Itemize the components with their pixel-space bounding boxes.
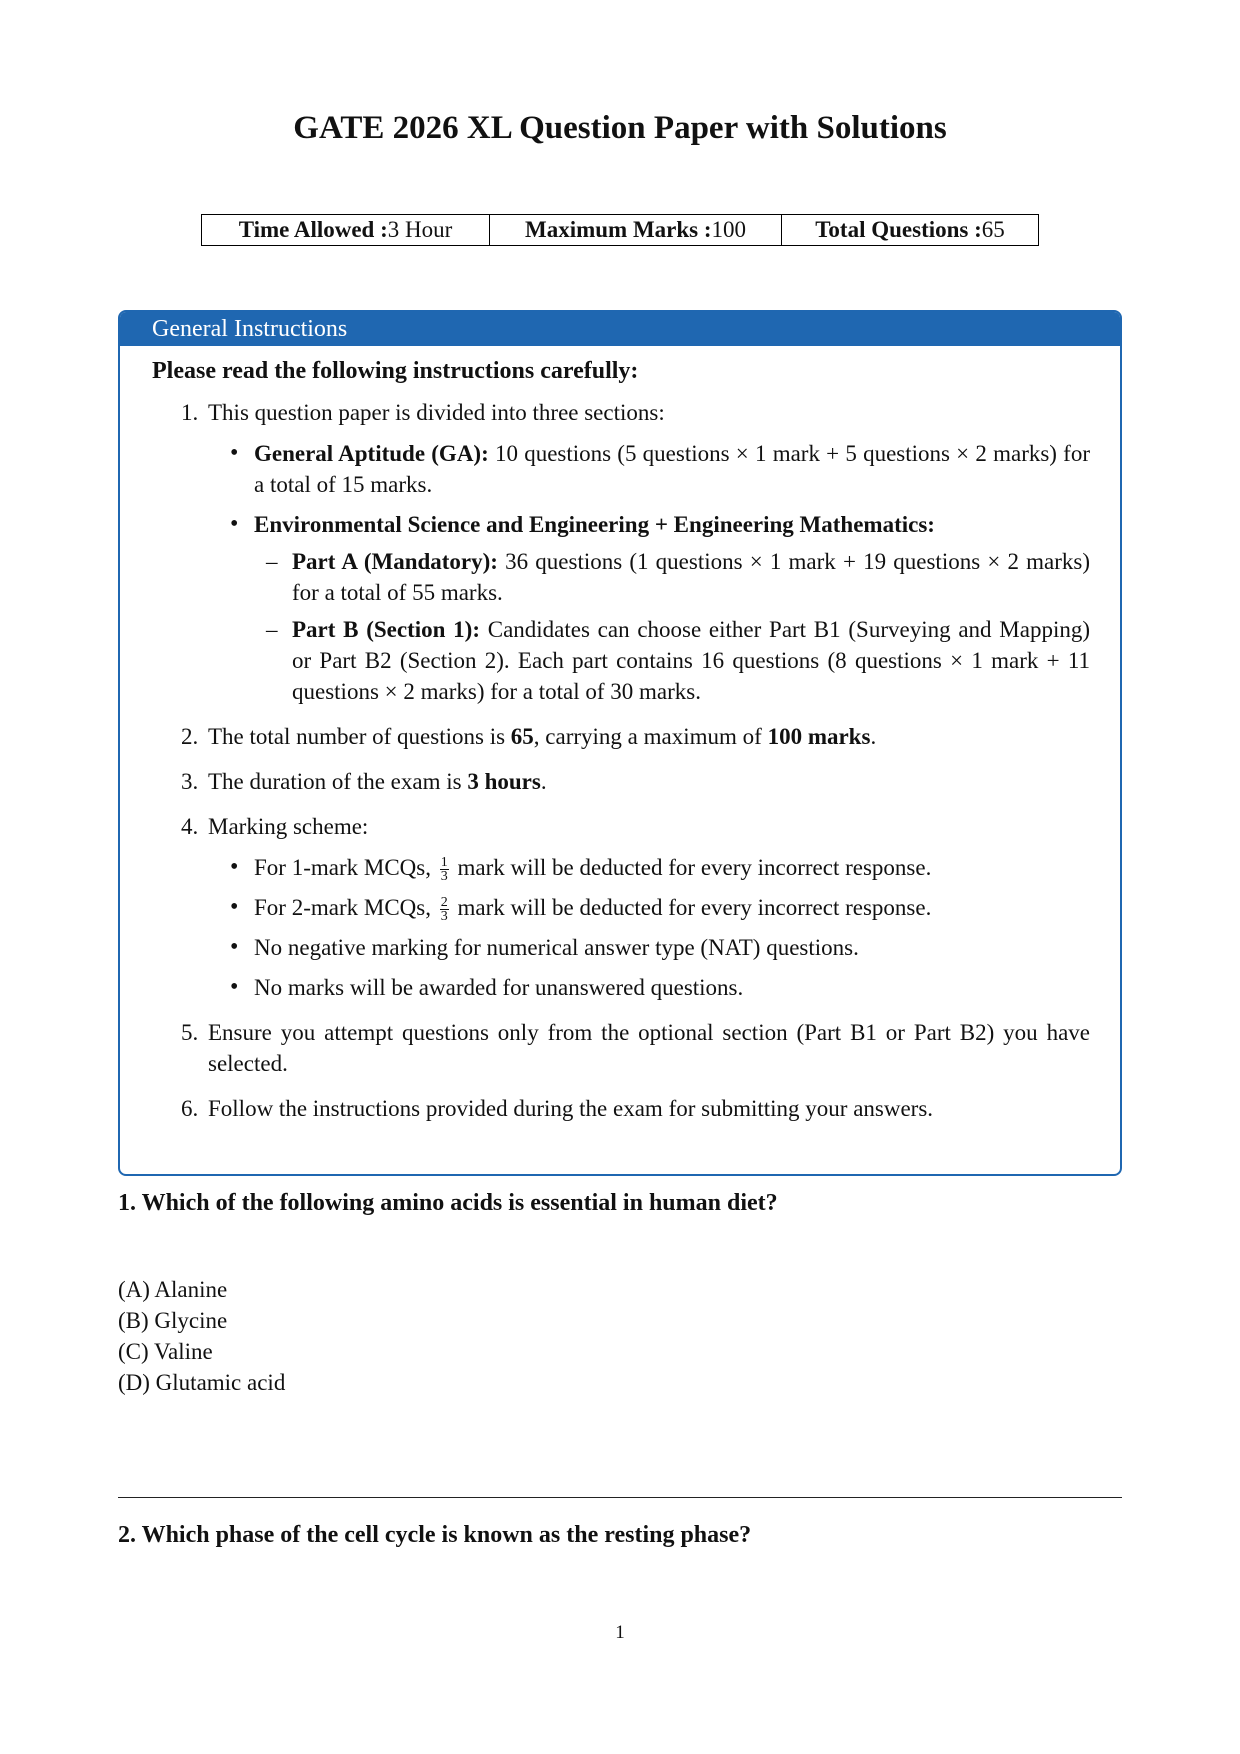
part-a	[292, 546, 1090, 608]
instruction-item-4	[204, 811, 1090, 1003]
total-questions-label: Total Questions :	[815, 217, 982, 242]
section-ga-text: 10 questions (5 questions × 1 mark + 5 questions × 2 marks) for a total of 15 marks.	[254, 441, 1090, 497]
fraction-one-third	[440, 856, 449, 883]
option-b: (B) Glycine	[118, 1308, 228, 1333]
general-instructions-box	[118, 310, 1122, 1176]
fraction-denominator: 3	[440, 909, 448, 925]
exam-meta-table	[201, 214, 1039, 246]
marking-rule-1	[254, 852, 1090, 883]
instruction-3-duration: 3 hours	[467, 769, 541, 794]
page-title: GATE 2026 XL Question Paper with Solutions	[293, 110, 947, 146]
instructions-body	[120, 346, 1120, 1124]
section-ese	[254, 509, 1090, 707]
fraction-numerator: 2	[440, 895, 448, 911]
part-a-title: Part A (Mandatory):	[292, 549, 498, 574]
total-questions-value: 65	[981, 217, 1005, 242]
question-1-options	[118, 1274, 285, 1398]
part-b	[292, 614, 1090, 707]
maximum-marks-cell	[490, 215, 782, 245]
ese-parts-list	[254, 546, 1090, 707]
instruction-item-5: 5. Ensure you attempt questions only from the optional section (Part B1 or Part B2) you have selected.	[204, 1017, 1090, 1079]
instruction-2-max-marks: 100 marks	[767, 724, 871, 749]
instruction-item-2	[204, 721, 1090, 752]
question-divider	[118, 1497, 1122, 1498]
instruction-2-mid: , carrying a maximum of	[533, 724, 768, 749]
fraction-two-thirds	[440, 896, 449, 923]
page-number: 1	[615, 1622, 625, 1643]
section-ese-title: Environmental Science and Engineering + Engineering Mathematics:	[254, 512, 935, 537]
time-allowed-cell	[202, 215, 490, 245]
sections-list	[208, 438, 1090, 707]
instruction-2-pre: The total number of questions is	[208, 724, 511, 749]
instruction-item-6: 6. Follow the instructions provided during the exam for submitting your answers.	[204, 1093, 1090, 1124]
instruction-item-3	[204, 766, 1090, 797]
marking-rule-2	[254, 892, 1090, 923]
marking-rule-1-post: mark will be deducted for every incorrect response.	[451, 855, 932, 880]
maximum-marks-label: Maximum Marks :	[524, 217, 712, 242]
maximum-marks-value: 100	[711, 217, 747, 242]
instruction-item-1	[204, 397, 1090, 707]
instruction-2-total-questions: 65	[510, 724, 534, 749]
section-ga-title: General Aptitude (GA):	[254, 441, 489, 466]
instruction-4-text: Marking scheme:	[208, 814, 369, 839]
part-b-title: Part B (Section 1):	[292, 617, 480, 642]
marking-rule-2-pre: For 2-mark MCQs,	[254, 895, 437, 921]
instruction-3-pre: The duration of the exam is	[208, 769, 468, 794]
option-a: (A) Alanine	[118, 1277, 228, 1302]
marking-scheme-list	[208, 852, 1090, 1003]
instruction-1-text: This question paper is divided into three sections:	[208, 400, 665, 425]
part-a-text: 36 questions (1 questions × 1 mark + 19 questions × 2 marks) for a total of 55 marks.	[292, 549, 1090, 605]
marking-rule-4: • No marks will be awarded for unanswered questions.	[254, 972, 1090, 1003]
fraction-numerator: 1	[440, 855, 448, 871]
instructions-list	[152, 397, 1090, 1124]
marking-rule-3: • No negative marking for numerical answer type (NAT) questions.	[254, 932, 1090, 963]
time-allowed-value: 3 Hour	[387, 217, 453, 242]
time-allowed-label: Time Allowed :	[238, 217, 388, 242]
part-b-text: Candidates can choose either Part B1 (Surveying and Mapping) or Part B2 (Section 2). Each part contains 16 questions (8 questions × 1 mark + 11 questions × 2 marks) for a total of 30 marks.	[292, 617, 1090, 704]
question-2-text: 2. Which phase of the cell cycle is known as the resting phase?	[118, 1522, 752, 1548]
instruction-2-post: .	[870, 724, 877, 749]
instruction-3-post: .	[540, 769, 547, 794]
question-1-text: 1. Which of the following amino acids is essential in human diet?	[118, 1190, 778, 1216]
general-instructions-header: General Instructions	[120, 312, 1120, 346]
instructions-intro: Please read the following instructions carefully:	[152, 358, 639, 384]
marking-rule-1-pre: For 1-mark MCQs,	[254, 855, 437, 880]
total-questions-cell	[782, 215, 1038, 245]
option-c: (C) Valine	[118, 1339, 213, 1364]
marking-rule-2-post: mark will be deducted for every incorrect response.	[451, 895, 932, 921]
option-d: (D) Glutamic acid	[118, 1370, 286, 1395]
fraction-denominator: 3	[440, 869, 448, 885]
section-ga	[254, 438, 1090, 500]
